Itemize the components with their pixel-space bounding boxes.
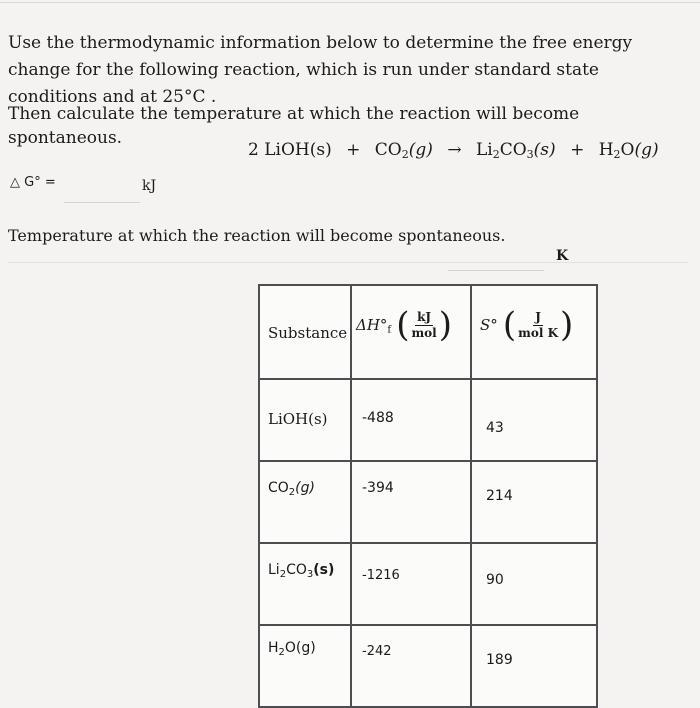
reaction-arrow: →	[447, 140, 462, 160]
subscript-2b: 2	[492, 148, 500, 161]
substance-name: LiOH(s)	[268, 410, 328, 428]
header-substance	[259, 285, 351, 379]
state-solid-2: (s)	[533, 140, 556, 160]
table-header-row	[259, 285, 597, 379]
enthalpy-value: -488	[362, 410, 394, 426]
question-instruction: Then calculate the temperature at which the reaction will become spontaneous.	[8, 104, 580, 148]
entropy-value: 43	[486, 420, 504, 436]
thermo-data-table	[258, 284, 598, 708]
plus-sign-2: +	[570, 140, 585, 160]
product-li: Li	[475, 140, 493, 160]
state-gas-1: (g)	[408, 140, 433, 160]
table-row	[259, 379, 597, 461]
top-divider	[0, 2, 700, 3]
delta-g-unit: kJ	[142, 178, 157, 194]
header-enthalpy	[351, 285, 471, 379]
delta-g-label: △ G° =	[10, 175, 56, 190]
substance-name: $Li_2CO_3(s)$	[268, 562, 335, 580]
subscript-2: 2	[401, 148, 409, 161]
temperature-divider	[8, 262, 688, 263]
subscript-3: 3	[526, 148, 534, 161]
entropy-symbol: S° ( $\frac{J}{\text{mol K}}$ )	[480, 305, 574, 345]
header-substance-label: Substance	[268, 324, 348, 342]
enthalpy-symbol: $\Delta H^\circ_f$ ( $\frac{kJ}{\text{mol}}$ )	[356, 305, 453, 345]
reaction-equation	[248, 140, 659, 161]
product-h: H	[598, 140, 614, 160]
enthalpy-value: -394	[362, 480, 394, 496]
delta-g-input[interactable]	[64, 172, 140, 203]
entropy-unit: $\frac{J}{\text{mol K}}$	[518, 309, 559, 340]
table-row	[259, 625, 597, 707]
reactant-co2: CO	[374, 140, 402, 160]
subscript-2c: 2	[613, 148, 621, 161]
question-intro: Use the thermodynamic information below to determine the free energy change for the following reaction, which is run under standard state conditions and at 25°C .	[8, 33, 633, 107]
state-gas-2: (g)	[634, 140, 659, 160]
product-o: O	[620, 140, 635, 160]
substance-name: $CO_2(g)$	[268, 480, 315, 498]
enthalpy-value: -242	[362, 644, 392, 659]
temperature-unit: K	[556, 248, 569, 264]
enthalpy-unit: $\frac{kJ}{\text{mol}}$	[411, 309, 437, 340]
reactant-coefficient: 2	[248, 140, 259, 160]
product-co: CO	[499, 140, 527, 160]
reactant-lioh: LiOH	[264, 140, 310, 160]
substance-name: $H_2O(g)$	[268, 640, 316, 658]
state-solid-1: (s)	[309, 140, 332, 160]
temperature-input[interactable]	[448, 238, 544, 271]
table-row	[259, 543, 597, 625]
table-row	[259, 461, 597, 543]
plus-sign-1: +	[346, 140, 361, 160]
header-entropy	[471, 285, 597, 379]
enthalpy-value: -1216	[362, 568, 400, 583]
temperature-label: Temperature at which the reaction will become spontaneous.	[8, 226, 506, 245]
entropy-value: 189	[486, 652, 513, 668]
entropy-value: 214	[486, 488, 513, 504]
entropy-value: 90	[486, 572, 504, 588]
